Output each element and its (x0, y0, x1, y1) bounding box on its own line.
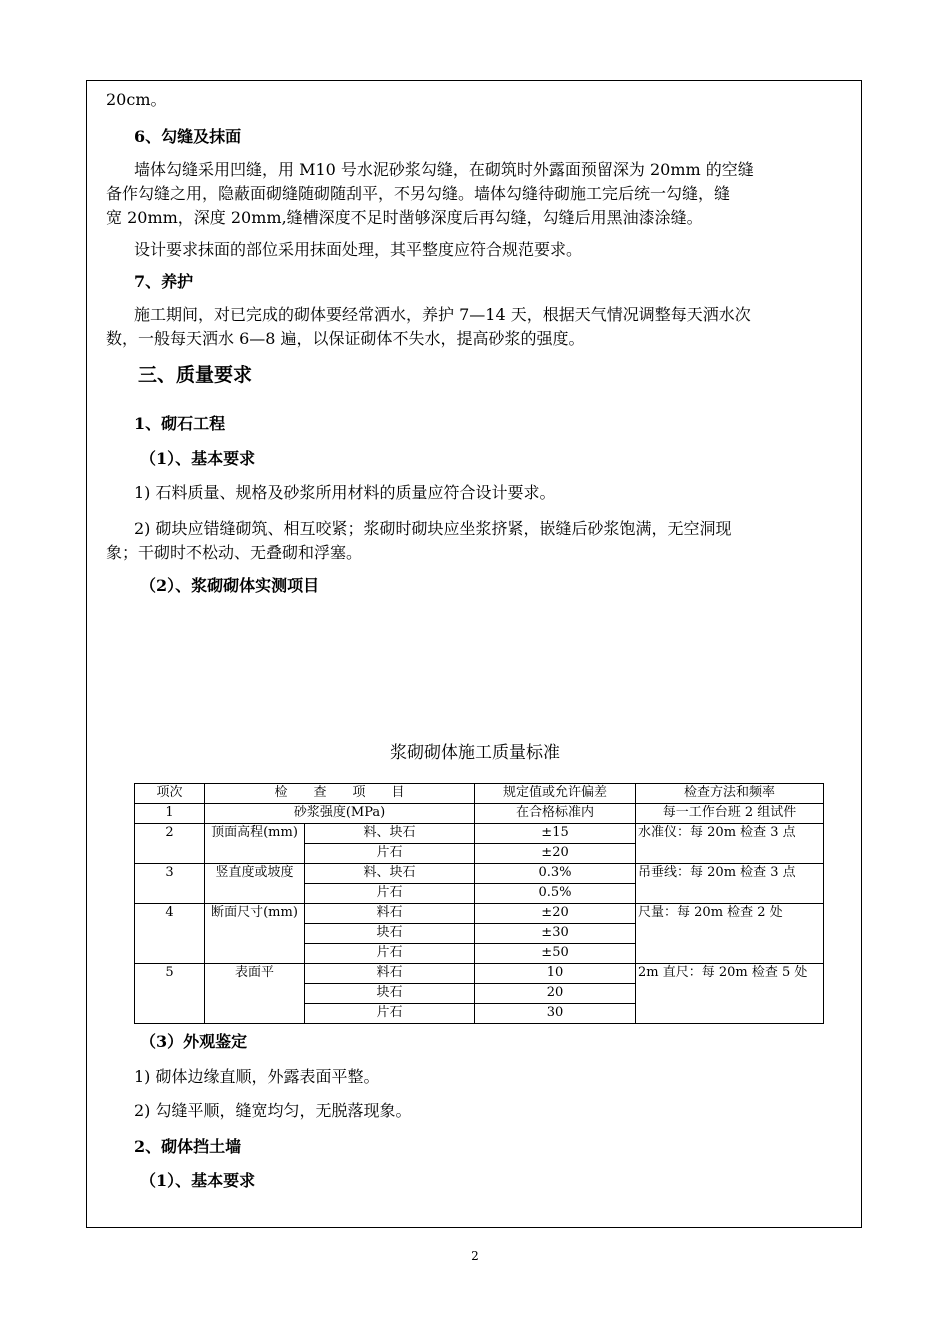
table-cell: 片石 (305, 884, 475, 904)
header-cell: 检查方法和频率 (636, 784, 824, 804)
table-cell: ±50 (475, 944, 636, 964)
table-cell: 在合格标准内 (475, 804, 636, 824)
paragraph-text: 1) 石料质量、规格及砂浆所用材料的质量应符合设计要求。 (134, 483, 556, 502)
table-cell: 每一工作台班 2 组试件 (636, 804, 824, 824)
header-cell: 规定值或允许偏差 (475, 784, 636, 804)
table-cell: 吊垂线：每 20m 检查 3 点 (636, 864, 824, 904)
table-cell: 竖直度或坡度 (205, 864, 305, 904)
header-cell: 项次 (135, 784, 205, 804)
table-cell: 片石 (305, 844, 475, 864)
table-cell: ±20 (475, 904, 636, 924)
table-cell: ±20 (475, 844, 636, 864)
heading-retaining-wall: 2、砌体挡土墙 (134, 1137, 242, 1156)
paragraph-text: 备作勾缝之用，隐蔽面砌缝随砌随刮平，不另勾缝。墙体勾缝待砌施工完后统一勾缝，缝 (106, 184, 731, 203)
heading-appearance: （3）外观鉴定 (140, 1032, 248, 1051)
table-cell: 断面尺寸(mm) (205, 904, 305, 964)
table-cell: 块石 (305, 924, 475, 944)
table-cell: 尺量：每 20m 检查 2 处 (636, 904, 824, 964)
paragraph-text: 1) 砌体边缘直顺，外露表面平整。 (134, 1067, 380, 1086)
paragraph-text: 墙体勾缝采用凹缝，用 M10 号水泥砂浆勾缝，在砌筑时外露面预留深为 20mm 的空缝 (134, 160, 754, 179)
heading-measured-items: （2）、浆砌砌体实测项目 (140, 576, 320, 595)
table-cell: 20 (475, 984, 636, 1004)
table-row (135, 904, 824, 924)
table-caption: 浆砌砌体施工质量标准 (390, 743, 560, 763)
table-cell: 块石 (305, 984, 475, 1004)
table-row (135, 864, 824, 884)
table-cell: 料石 (305, 964, 475, 984)
table-cell: 水准仪：每 20m 检查 3 点 (636, 824, 824, 864)
table-cell: 片石 (305, 1004, 475, 1024)
table-cell: 料、块石 (305, 824, 475, 844)
table-cell: 表面平 (205, 964, 305, 1024)
table-header-row (135, 784, 824, 804)
table-cell: 2m 直尺：每 20m 检查 5 处 (636, 964, 824, 1024)
table-cell: 1 (135, 804, 205, 824)
table-cell: 料、块石 (305, 864, 475, 884)
table-cell: 5 (135, 964, 205, 1024)
table-cell: 料石 (305, 904, 475, 924)
paragraph-text: 设计要求抹面的部位采用抹面处理，其平整度应符合规范要求。 (134, 240, 583, 259)
paragraph-text: 20cm。 (106, 90, 167, 109)
paragraph-text: 宽 20mm，深度 20mm,缝槽深度不足时凿够深度后再勾缝，勾缝后用黑油漆涂缝。 (106, 208, 703, 227)
paragraph-text: 2) 勾缝平顺，缝宽均匀，无脱落现象。 (134, 1101, 412, 1120)
table-cell: 2 (135, 824, 205, 864)
quality-standard-table (134, 783, 824, 1024)
table-cell: 0.3% (475, 864, 636, 884)
paragraph-text: 数，一般每天洒水 6—8 遍，以保证砌体不失水，提高砂浆的强度。 (106, 329, 585, 348)
table-cell: 30 (475, 1004, 636, 1024)
heading-curing: 7、养护 (134, 272, 194, 291)
heading-jointing: 6、勾缝及抹面 (134, 127, 242, 146)
header-cell: 检 查 项 目 (205, 784, 475, 804)
heading-stone-work: 1、砌石工程 (134, 414, 226, 433)
table-cell: 顶面高程(mm) (205, 824, 305, 864)
paragraph-text: 象；干砌时不松动、无叠砌和浮塞。 (106, 543, 363, 562)
table-cell: 3 (135, 864, 205, 904)
table-cell: 10 (475, 964, 636, 984)
table-cell: 片石 (305, 944, 475, 964)
table-cell: ±30 (475, 924, 636, 944)
table-row (135, 824, 824, 844)
paragraph-text: 施工期间，对已完成的砌体要经常洒水，养护 7—14 天，根据天气情况调整每天洒水次 (134, 305, 751, 324)
heading-basic-requirements: （1）、基本要求 (140, 1171, 256, 1190)
table-cell: ±15 (475, 824, 636, 844)
table-row (135, 964, 824, 984)
table-cell: 砂浆强度(MPa) (205, 804, 475, 824)
paragraph-text: 2) 砌块应错缝砌筑、相互咬紧；浆砌时砌块应坐浆挤紧，嵌缝后砂浆饱满，无空洞现 (134, 519, 732, 538)
table-cell: 4 (135, 904, 205, 964)
heading-quality-requirements: 三、质量要求 (138, 364, 253, 386)
page-number: 2 (471, 1249, 479, 1263)
table-row (135, 804, 824, 824)
heading-basic-requirements: （1）、基本要求 (140, 449, 256, 468)
table-cell: 0.5% (475, 884, 636, 904)
